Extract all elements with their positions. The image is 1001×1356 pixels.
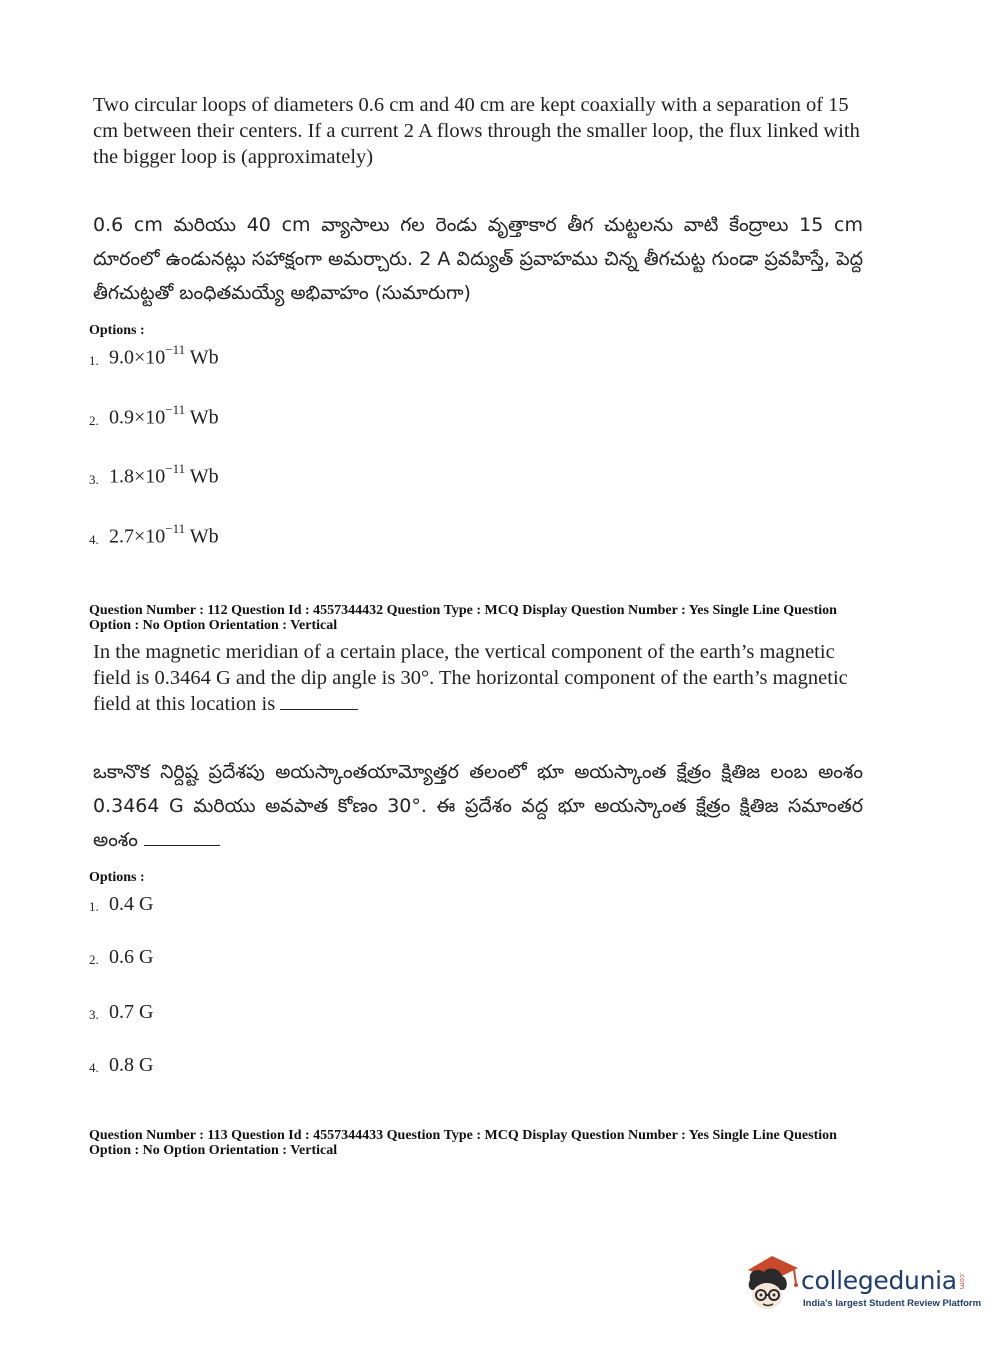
question-112-meta [89, 603, 969, 633]
logo-tagline: India's largest Student Review Platform [803, 1298, 982, 1309]
option-number: 1. [89, 353, 99, 368]
option-text: 0.7 G [109, 1001, 154, 1023]
option-number: 3. [89, 472, 99, 487]
meta-line-2: Option : No Option Orientation : Vertical [89, 1143, 338, 1158]
options-label: Options : [89, 870, 145, 885]
question-112-english: In the magnetic meridian of a certain place, the vertical component of the earth’s magnetic field is 0.3464 G and the dip angle is 30°. The horizontal component of the earth’s magnetic field at this location is [93, 641, 848, 715]
meta-line-1: Question Number : 112 Question Id : 4557344432 Question Type : MCQ Display Question Number : Yes Single Line Question [89, 603, 837, 618]
option-number: 4. [89, 1060, 99, 1075]
option-text: $0.9\times 10^{-11}$ Wb [109, 402, 219, 429]
logo-suffix: .com [958, 1272, 966, 1290]
answer-blank [144, 845, 220, 846]
meta-line-2: Option : No Option Orientation : Vertical [89, 618, 338, 633]
option-text: $9.0\times 10^{-11}$ Wb [109, 342, 219, 369]
option-1 [89, 340, 219, 370]
collegedunia-mascot-icon [742, 1250, 802, 1314]
option-number: 2. [89, 413, 99, 428]
answer-blank [280, 709, 358, 710]
option-text: $1.8\times 10^{-11}$ Wb [109, 461, 219, 488]
option-2 [89, 400, 219, 430]
option-text: $2.7\times 10^{-11}$ Wb [109, 521, 219, 548]
question-112-telugu: ఒకానొక నిర్దిష్ట ప్రదేశపు అయస్కాంతయామ్యోత్తర తలంలో భూ అయస్కాంత క్షేత్రం క్షితిజ లంబ అంశం 0.3464 G మరియు అవపాత కోణం 30°. ఈ ప్రదేశం వద్ద భూ అయస్కాంత క్షేత్రం క్షితిజ సమాంతర అంశం [93, 761, 863, 851]
option-1 [89, 886, 153, 916]
question-111-telugu: 0.6 cm మరియు 40 cm వ్యాసాలు గల రెండు వృత్తాకార తీగ చుట్టలను వాటి కేంద్రాలు 15 cm దూరంలో ఉండునట్లు సహాక్షంగా అమర్చారు. 2 A విద్యుత్ ప్రవాహము చిన్న తీగచుట్ట గుండా ప్రవహిస్తే, పెద్ద తీగచుట్టతో బంధితమయ్యే అభివాహం (సుమారుగా) [93, 214, 863, 304]
option-4 [89, 1047, 153, 1077]
option-3 [89, 994, 153, 1024]
option-number: 2. [89, 952, 99, 967]
question-111-english: Two circular loops of diameters 0.6 cm and 40 cm are kept coaxially with a separation of 15 cm between their centers. If a current 2 A flows through the smaller loop, the flux linked with the bigger loop is (approximately) [93, 94, 860, 168]
question-113-meta [89, 1128, 969, 1158]
option-number: 3. [89, 1007, 99, 1022]
option-text: 0.6 G [109, 946, 154, 968]
option-text: 0.8 G [109, 1054, 154, 1076]
options-label: Options : [89, 323, 145, 338]
option-number: 4. [89, 532, 99, 547]
logo-name: collegedunia [801, 1266, 957, 1295]
option-text: 0.4 G [109, 893, 154, 915]
option-2 [89, 939, 153, 969]
meta-line-1: Question Number : 113 Question Id : 4557344433 Question Type : MCQ Display Question Number : Yes Single Line Question [89, 1128, 837, 1143]
option-4 [89, 519, 219, 549]
option-number: 1. [89, 899, 99, 914]
option-3 [89, 459, 219, 489]
